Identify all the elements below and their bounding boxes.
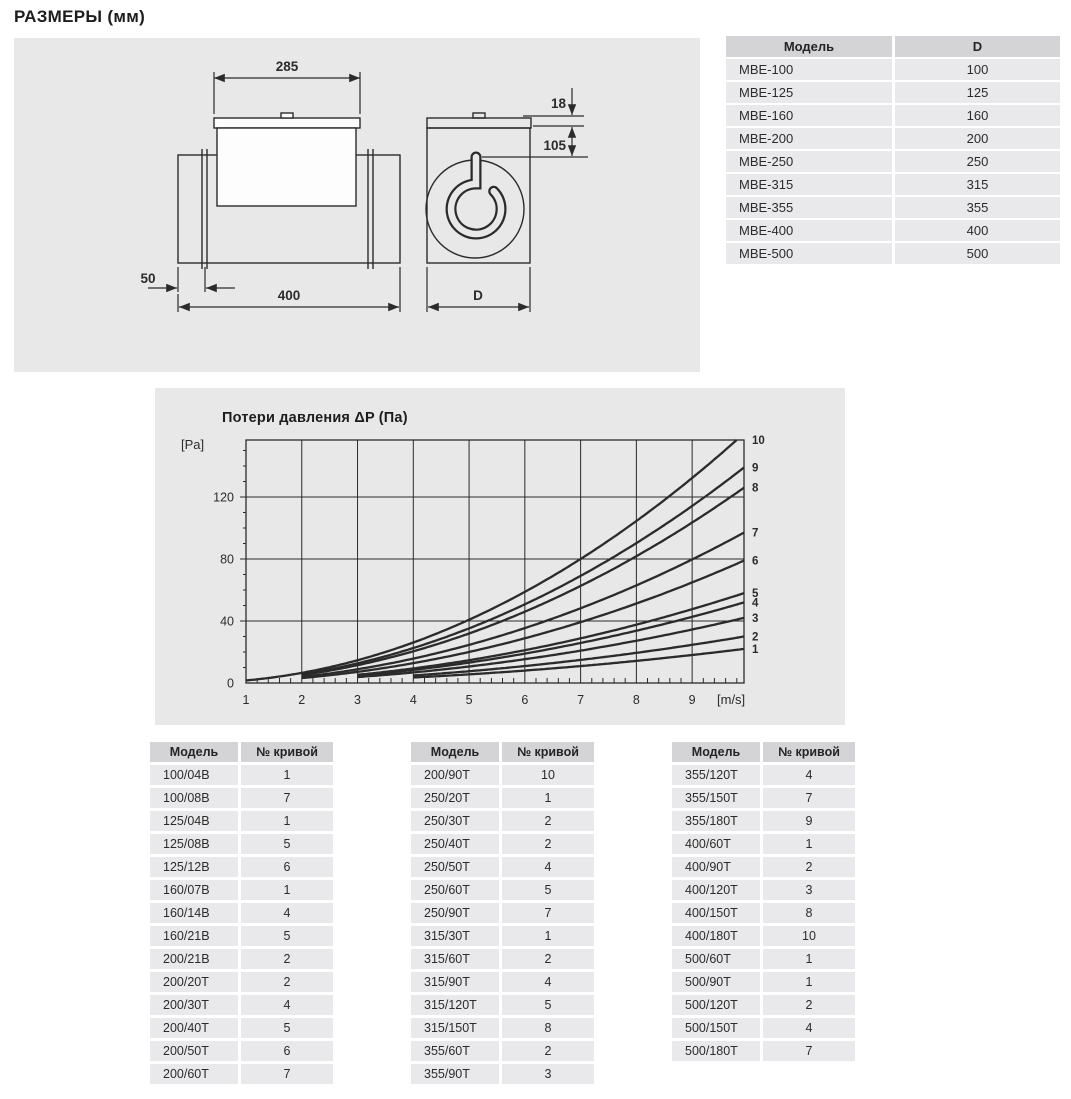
value-cell: 2 [763,857,855,877]
model-cell: 315/90T [411,972,499,992]
dim-label-diameter: D [473,288,483,303]
value-cell: 1 [241,880,333,900]
model-cell: 315/60T [411,949,499,969]
curve-4 [358,603,745,676]
value-cell: 6 [241,1041,333,1061]
value-cell: 355 [895,197,1060,218]
curve-label-4: 4 [752,597,759,610]
model-cell: 500/120T [672,995,760,1015]
x-tick-label: 8 [632,693,640,707]
value-cell: 4 [502,857,594,877]
table-header-cell: Модель [726,36,892,57]
value-cell: 5 [241,926,333,946]
model-cell: 315/150T [411,1018,499,1038]
value-cell: 2 [502,949,594,969]
x-tick-label: 3 [354,693,362,707]
curve-label-8: 8 [752,482,759,495]
x-tick-label: 2 [298,693,306,707]
lid-knob [281,113,293,118]
value-cell: 3 [763,880,855,900]
curve-label-1: 1 [752,643,759,656]
model-cell: 400/180T [672,926,760,946]
value-cell: 7 [502,903,594,923]
value-cell: 2 [502,1041,594,1061]
value-cell: 160 [895,105,1060,126]
value-cell: 4 [763,765,855,785]
value-cell: 4 [241,995,333,1015]
value-cell: 1 [241,811,333,831]
curve-label-9: 9 [752,462,759,475]
curve-10 [246,440,737,681]
y-tick-label: 120 [213,490,234,505]
model-cell: 315/30T [411,926,499,946]
value-cell: 8 [763,903,855,923]
model-cell: 200/50T [150,1041,238,1061]
y-tick-label: 40 [220,614,234,629]
model-cell: MBE-250 [726,151,892,172]
value-cell: 250 [895,151,1060,172]
model-cell: MBE-500 [726,243,892,264]
value-cell: 7 [763,1041,855,1061]
value-cell: 500 [895,243,1060,264]
model-cell: 160/21B [150,926,238,946]
value-cell: 4 [763,1018,855,1038]
value-cell: 1 [763,972,855,992]
model-cell: 200/21B [150,949,238,969]
value-cell: 2 [502,811,594,831]
value-cell: 100 [895,59,1060,80]
x-tick-label: 9 [688,693,696,707]
dimensions-drawing-panel [14,38,700,372]
table-header-cell: Модель [411,742,499,762]
model-cell: 500/90T [672,972,760,992]
model-cell: MBE-100 [726,59,892,80]
y-tick-label: 0 [227,676,234,691]
model-cell: 250/90T [411,903,499,923]
model-cell: 355/90T [411,1064,499,1084]
chart-title: Потери давления ΔP (Па) [222,410,408,426]
model-cell: 400/90T [672,857,760,877]
value-cell: 3 [502,1064,594,1084]
pressure-loss-chart [155,388,845,725]
value-cell: 2 [241,949,333,969]
model-cell: 125/12B [150,857,238,877]
x-tick-label: 7 [577,693,585,707]
value-cell: 6 [241,857,333,877]
curve-label-2: 2 [752,631,759,644]
model-cell: 250/30T [411,811,499,831]
model-cell: 100/08B [150,788,238,808]
x-tick-label: 1 [242,693,250,707]
value-cell: 10 [763,926,855,946]
model-cell: 355/180T [672,811,760,831]
model-cell: 500/180T [672,1041,760,1061]
value-cell: 1 [763,834,855,854]
model-cell: MBE-200 [726,128,892,149]
model-cell: 250/40T [411,834,499,854]
model-cell: 200/60T [150,1064,238,1084]
value-cell: 400 [895,220,1060,241]
model-cell: MBE-355 [726,197,892,218]
model-cell: 500/150T [672,1018,760,1038]
model-cell: 315/120T [411,995,499,1015]
y-axis-unit: [Pa] [181,437,205,452]
value-cell: 5 [502,880,594,900]
side-view [178,113,400,269]
value-cell: 9 [763,811,855,831]
x-axis-unit: [m/s] [717,692,746,707]
x-tick-label: 5 [465,693,473,707]
dim-label-285: 285 [275,59,299,74]
model-cell: 355/120T [672,765,760,785]
model-cell: 400/60T [672,834,760,854]
table-header-cell: Модель [672,742,760,762]
value-cell: 2 [502,834,594,854]
value-cell: 4 [241,903,333,923]
value-cell: 7 [241,788,333,808]
model-cell: 250/50T [411,857,499,877]
x-tick-label: 4 [409,693,417,707]
model-cell: 200/30T [150,995,238,1015]
front-view [426,113,531,263]
curve-table-middle [411,742,594,1084]
model-cell: 200/20T [150,972,238,992]
model-cell: MBE-315 [726,174,892,195]
value-cell: 125 [895,82,1060,103]
value-cell: 2 [763,995,855,1015]
value-cell: 1 [502,926,594,946]
model-cell: 200/40T [150,1018,238,1038]
model-cell: 355/150T [672,788,760,808]
front-casing [427,128,530,263]
model-cell: 500/60T [672,949,760,969]
value-cell: 315 [895,174,1060,195]
dim-label-105: 105 [543,138,566,153]
model-cell: 160/14B [150,903,238,923]
value-cell: 7 [763,788,855,808]
front-lid [427,118,531,128]
value-cell: 1 [241,765,333,785]
table-header-cell: D [895,36,1060,57]
model-cell: 125/08B [150,834,238,854]
value-cell: 5 [502,995,594,1015]
pressure-loss-chart-panel [155,388,845,725]
value-cell: 5 [241,834,333,854]
model-cell: MBE-125 [726,82,892,103]
curve-table-right [672,742,855,1061]
dimension-drawing [14,38,700,372]
heating-element-core [451,157,501,234]
x-tick-label: 6 [521,693,529,707]
curve-label-5: 5 [752,588,759,601]
model-cell: 400/150T [672,903,760,923]
model-cell: 355/60T [411,1041,499,1061]
value-cell: 5 [241,1018,333,1038]
value-cell: 7 [241,1064,333,1084]
value-cell: 10 [502,765,594,785]
model-cell: 200/90T [411,765,499,785]
dim-label-50: 50 [140,271,156,286]
curve-label-7: 7 [752,527,759,540]
model-cell: 400/120T [672,880,760,900]
model-cell: 250/20T [411,788,499,808]
curve-label-6: 6 [752,555,759,568]
terminal-box [217,128,356,206]
dim-label-400: 400 [277,288,301,303]
value-cell: 1 [763,949,855,969]
model-cell: 125/04B [150,811,238,831]
value-cell: 2 [241,972,333,992]
model-cell: 250/60T [411,880,499,900]
table-header-cell: № кривой [763,742,855,762]
curve-label-3: 3 [752,612,759,625]
page-title: РАЗМЕРЫ (мм) [14,7,146,26]
curve-label-10: 10 [752,435,765,447]
model-cell: 160/07B [150,880,238,900]
table-header-cell: № кривой [502,742,594,762]
curve-table-left [150,742,333,1084]
table-header-cell: Модель [150,742,238,762]
y-tick-label: 80 [220,552,234,567]
model-cell: 100/04B [150,765,238,785]
model-cell: MBE-400 [726,220,892,241]
value-cell: 8 [502,1018,594,1038]
model-cell: MBE-160 [726,105,892,126]
value-cell: 200 [895,128,1060,149]
dim-label-18: 18 [550,96,566,111]
value-cell: 4 [502,972,594,992]
table-header-cell: № кривой [241,742,333,762]
value-cell: 1 [502,788,594,808]
terminal-box-lid [214,118,360,128]
front-lid-knob [473,113,485,118]
curve-9 [302,468,744,675]
model-d-table [726,36,1060,264]
